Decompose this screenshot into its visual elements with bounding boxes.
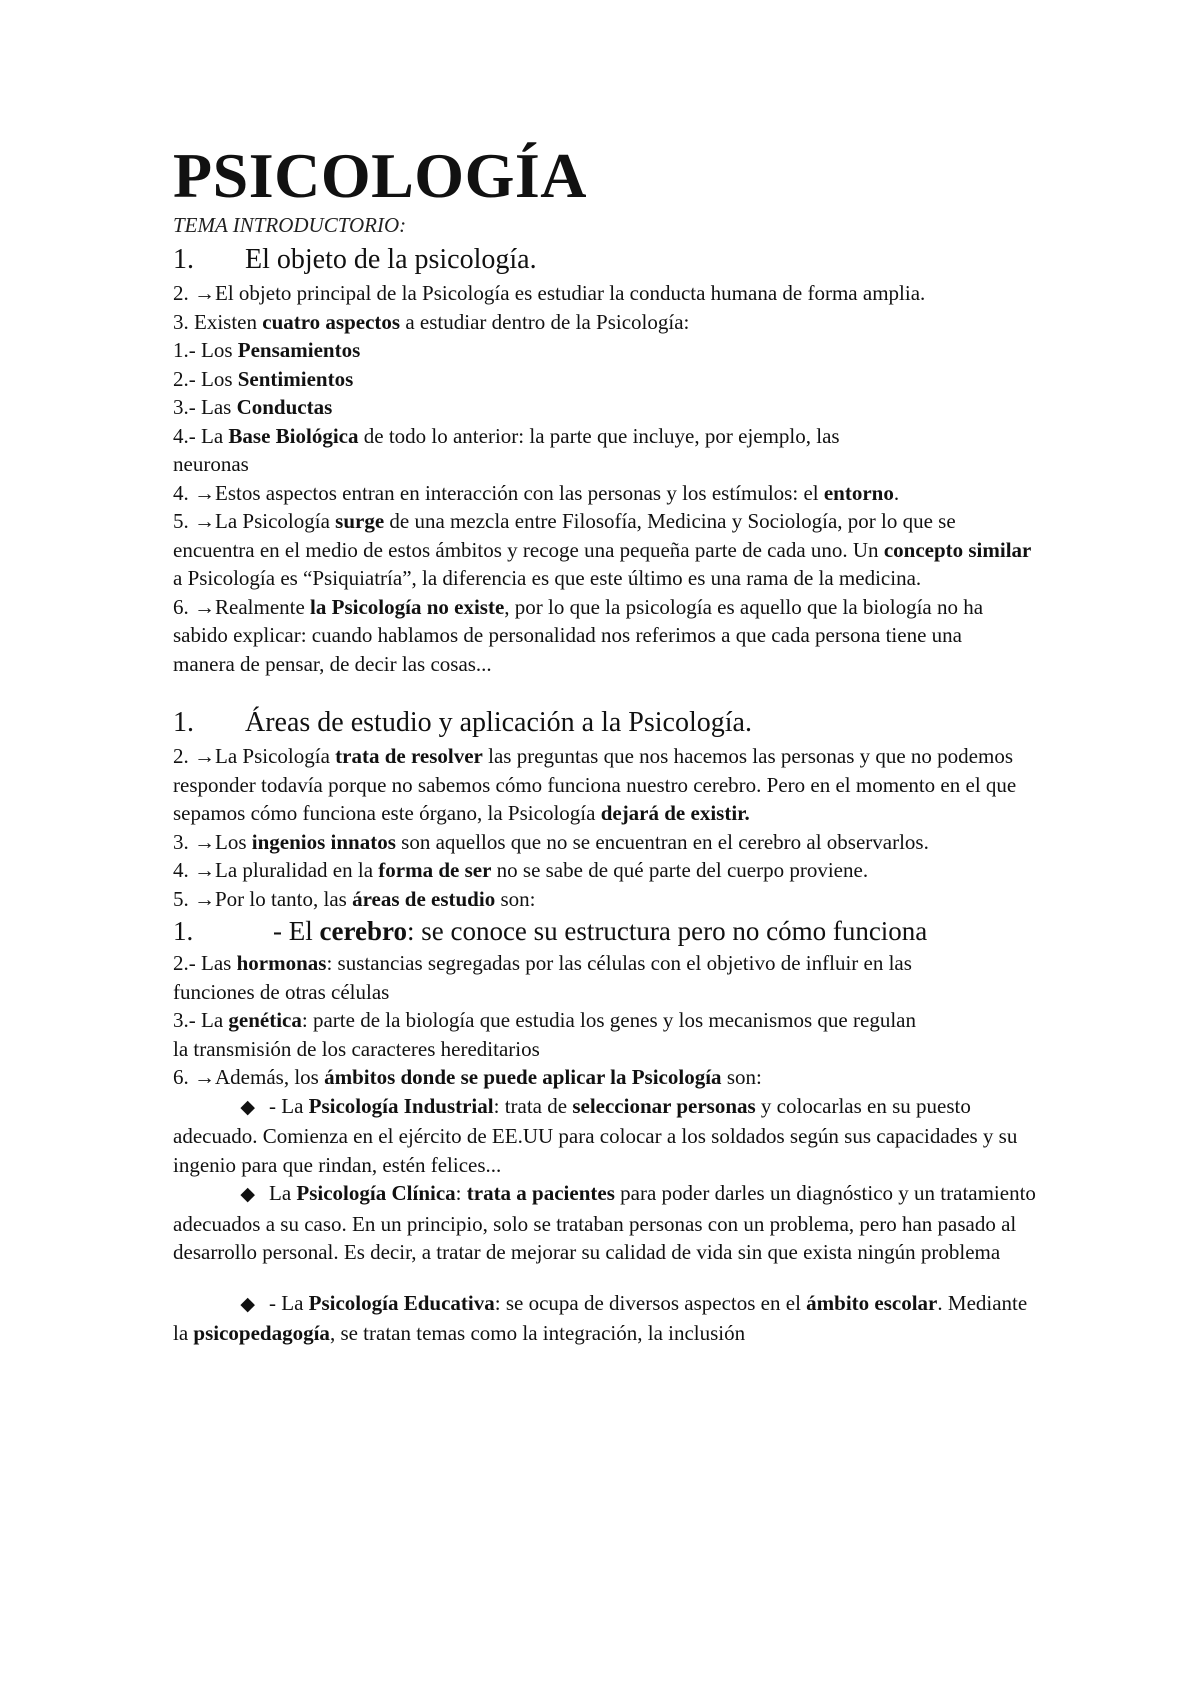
- document-page: [173, 140, 1073, 1348]
- diamond-bullet-icon: ◆: [240, 1293, 255, 1315]
- bullet-item-clinica: ◆ La Psicología Clínica: trata a pacientes para poder darles un diagnóstico y un tratamiento adecuados a su caso. En un principio, solo se trataban personas con un problema, pero han pasado al desarrollo personal. Es decir, a tratar de mejorar su calidad de vida sin que exista ningún problema: [173, 1181, 1036, 1264]
- diamond-bullet-icon: ◆: [240, 1184, 255, 1205]
- section-heading-objeto: [173, 241, 1073, 279]
- list-item: 2.- Las hormonas: sustancias segregadas por las células con el objetivo de influir en las funciones de otras células: [173, 951, 912, 1004]
- document-subtitle: TEMA INTRODUCTORIO:: [173, 213, 407, 237]
- paragraph: 2. →El objeto principal de la Psicología es estudiar la conducta humana de forma amplia.: [173, 281, 926, 305]
- bullet-item-industrial: ◆ - La Psicología Industrial: trata de seleccionar personas y colocarlas en su puesto adecuado. Comienza en el ejército de EE.UU para colocar a los soldados según sus capacidades y su ingenio para que rindan, estén felices...: [173, 1093, 1018, 1177]
- bullet-item-educativa: ◆ - La Psicología Educativa: se ocupa de diversos aspectos en el ámbito escolar. Mediante la psicopedagogía, se tratan temas como la integración, la inclusión: [173, 1290, 1028, 1345]
- list-item: 3.- La genética: parte de la biología que estudia los genes y los mecanismos que regulan la transmisión de los caracteres hereditarios: [173, 1008, 916, 1061]
- heading-text: El objeto de la psicología.: [245, 244, 537, 275]
- paragraph: 4. →Estos aspectos entran en interacción con las personas y los estímulos: el entorno.: [173, 480, 900, 505]
- list-item: 4.- La Base Biológica de todo lo anterior: la parte que incluye, por ejemplo, las neuronas: [173, 423, 840, 476]
- section-heading-areas: [173, 704, 1073, 742]
- paragraph: 6. →Además, los ámbitos donde se puede aplicar la Psicología son:: [173, 1065, 762, 1089]
- paragraph: 6. →Realmente la Psicología no existe, por lo que la psicología es aquello que la biología no ha sabido explicar: cuando hablamos de personalidad nos referimos a que cada persona tiene una manera de pensar, de decir las cosas...: [173, 594, 984, 676]
- list-item: 3.- Las Conductas: [173, 395, 333, 419]
- document-title: PSICOLOGÍA: [173, 140, 587, 211]
- paragraph: 2. →La Psicología trata de resolver las preguntas que nos hacemos las personas y que no podemos responder todavía porque no sabemos cómo funciona nuestro cerebro. Pero en el momento en el que sepamos cómo funciona este órgano, la Psicología dejará de existir.: [173, 744, 1017, 825]
- heading-text: Áreas de estudio y aplicación a la Psicología.: [245, 707, 752, 738]
- area-heading-cerebro: [173, 913, 1073, 949]
- heading-number: 1.: [173, 244, 194, 275]
- area-number: 1.: [173, 916, 194, 946]
- heading-number: 1.: [173, 707, 194, 738]
- paragraph: 4. →La pluralidad en la forma de ser no se sabe de qué parte del cuerpo proviene.: [173, 858, 869, 882]
- paragraph: 3. →Los ingenios innatos son aquellos que no se encuentran en el cerebro al observarlos.: [173, 829, 929, 854]
- paragraph: 5. →La Psicología surge de una mezcla entre Filosofía, Medicina y Sociología, por lo que se encuentra en el medio de estos ámbitos y recoge una pequeña parte de cada uno. Un concepto similar a Psicología es “Psiquiatría”, la diferencia es que este último es una rama de la medicina.: [173, 509, 1032, 590]
- diamond-bullet-icon: ◆: [240, 1096, 255, 1118]
- paragraph: 5. →Por lo tanto, las áreas de estudio son:: [173, 886, 536, 911]
- list-item: 1.- Los Pensamientos: [173, 338, 361, 362]
- list-item: 2.- Los Sentimientos: [173, 366, 354, 391]
- area-text: - El cerebro: se conoce su estructura pero no cómo funciona: [273, 916, 928, 946]
- paragraph: 3. Existen cuatro aspectos a estudiar dentro de la Psicología:: [173, 309, 690, 334]
- spacer: [173, 1267, 1073, 1289]
